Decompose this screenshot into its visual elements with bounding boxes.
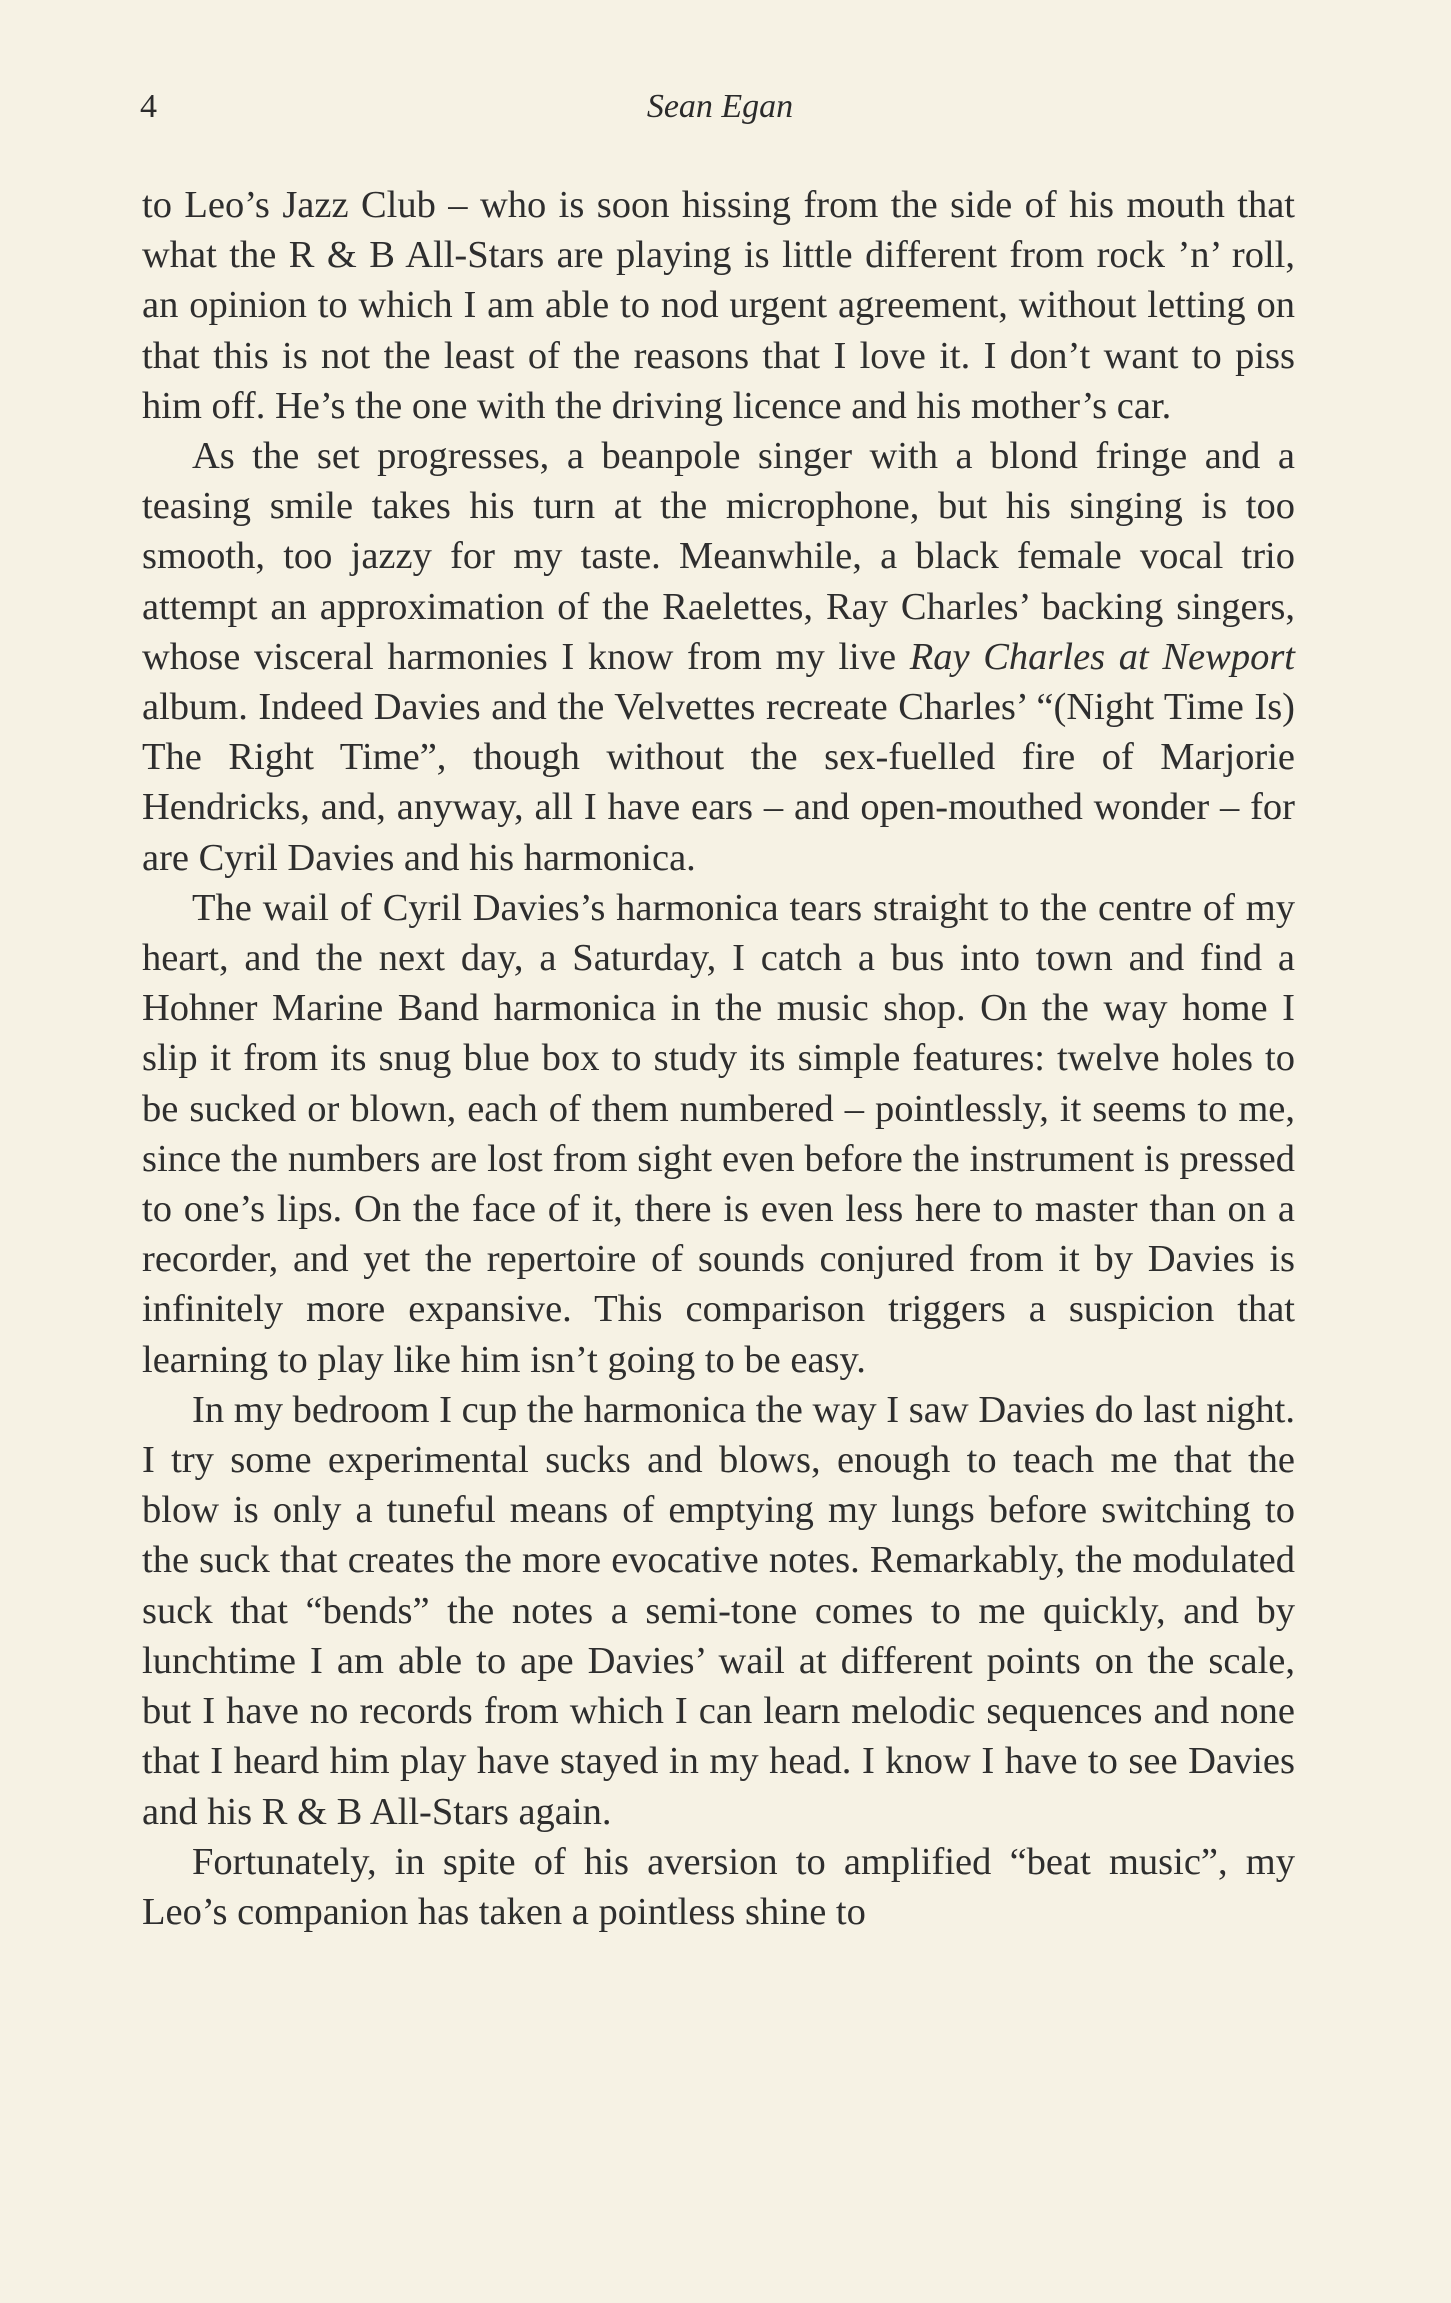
page-number: 4 [140, 88, 157, 125]
page-header [140, 88, 1300, 138]
body-text [142, 180, 1295, 1937]
paragraph-2 [142, 431, 1295, 883]
paragraph-2-text-after-title: album. Indeed Davies and the Velvettes recreate Charles’ “(Night Time Is) The Right Time”, though without the sex-fuelled fire of Marjorie Hendricks, and, anyway, all I have ears – and open-mouthed wonder – for are Cyril Davies and his harmonica. [142, 686, 1295, 879]
album-title: Ray Charles at Newport [909, 635, 1295, 678]
paragraph-1: to Leo’s Jazz Club – who is soon hissing from the side of his mouth that what the R & B All-Stars are playing is little different from rock ’n’ roll, an opinion to which I am able to nod urgent agreement, without letting on that this is not the least of the reasons that I love it. I don’t want to piss him off. He’s the one with the driving licence and his mother’s car. [142, 184, 1295, 427]
paragraph-4: In my bedroom I cup the harmonica the way I saw Davies do last night. I try some experimental sucks and blows, enough to teach me that the blow is only a tuneful means of emptying my lungs before switching to the suck that creates the more evocative notes. Remarkably, the modulated suck that “bends” the notes a semi-tone comes to me quickly, and by lunchtime I am able to ape Davies’ wail at different points on the scale, but I have no records from which I can learn melodic sequences and none that I heard him play have stayed in my head. I know I have to see Davies and his R & B All-Stars again. [142, 1388, 1295, 1833]
running-head: Sean Egan [646, 88, 794, 125]
paragraph-5: Fortunately, in spite of his aversion to amplified “beat music”, my Leo’s companion has taken a pointless shine to [142, 1840, 1295, 1933]
paragraph-3: The wail of Cyril Davies’s harmonica tears straight to the centre of my heart, and the next day, a Saturday, I catch a bus into town and find a Hohner Marine Band harmonica in the music shop. On the way home I slip it from its snug blue box to study its simple features: twelve holes to be sucked or blown, each of them numbered – pointlessly, it seems to me, since the numbers are lost from sight even before the instrument is pressed to one’s lips. On the face of it, there is even less here to master than on a recorder, and yet the repertoire of sounds conjured from it by Davies is infinitely more expansive. This comparison triggers a suspicion that learning to play like him isn’t going to be easy. [142, 886, 1295, 1381]
paragraph-2-text-before-title: As the set progresses, a beanpole singer with a blond fringe and a teasing smile takes his turn at the microphone, but his singing is too smooth, too jazzy for my taste. Meanwhile, a black female vocal trio attempt an approximation of the Raelettes, Ray Charles’ backing singers, whose visceral harmonies I know from my live [142, 435, 1295, 678]
